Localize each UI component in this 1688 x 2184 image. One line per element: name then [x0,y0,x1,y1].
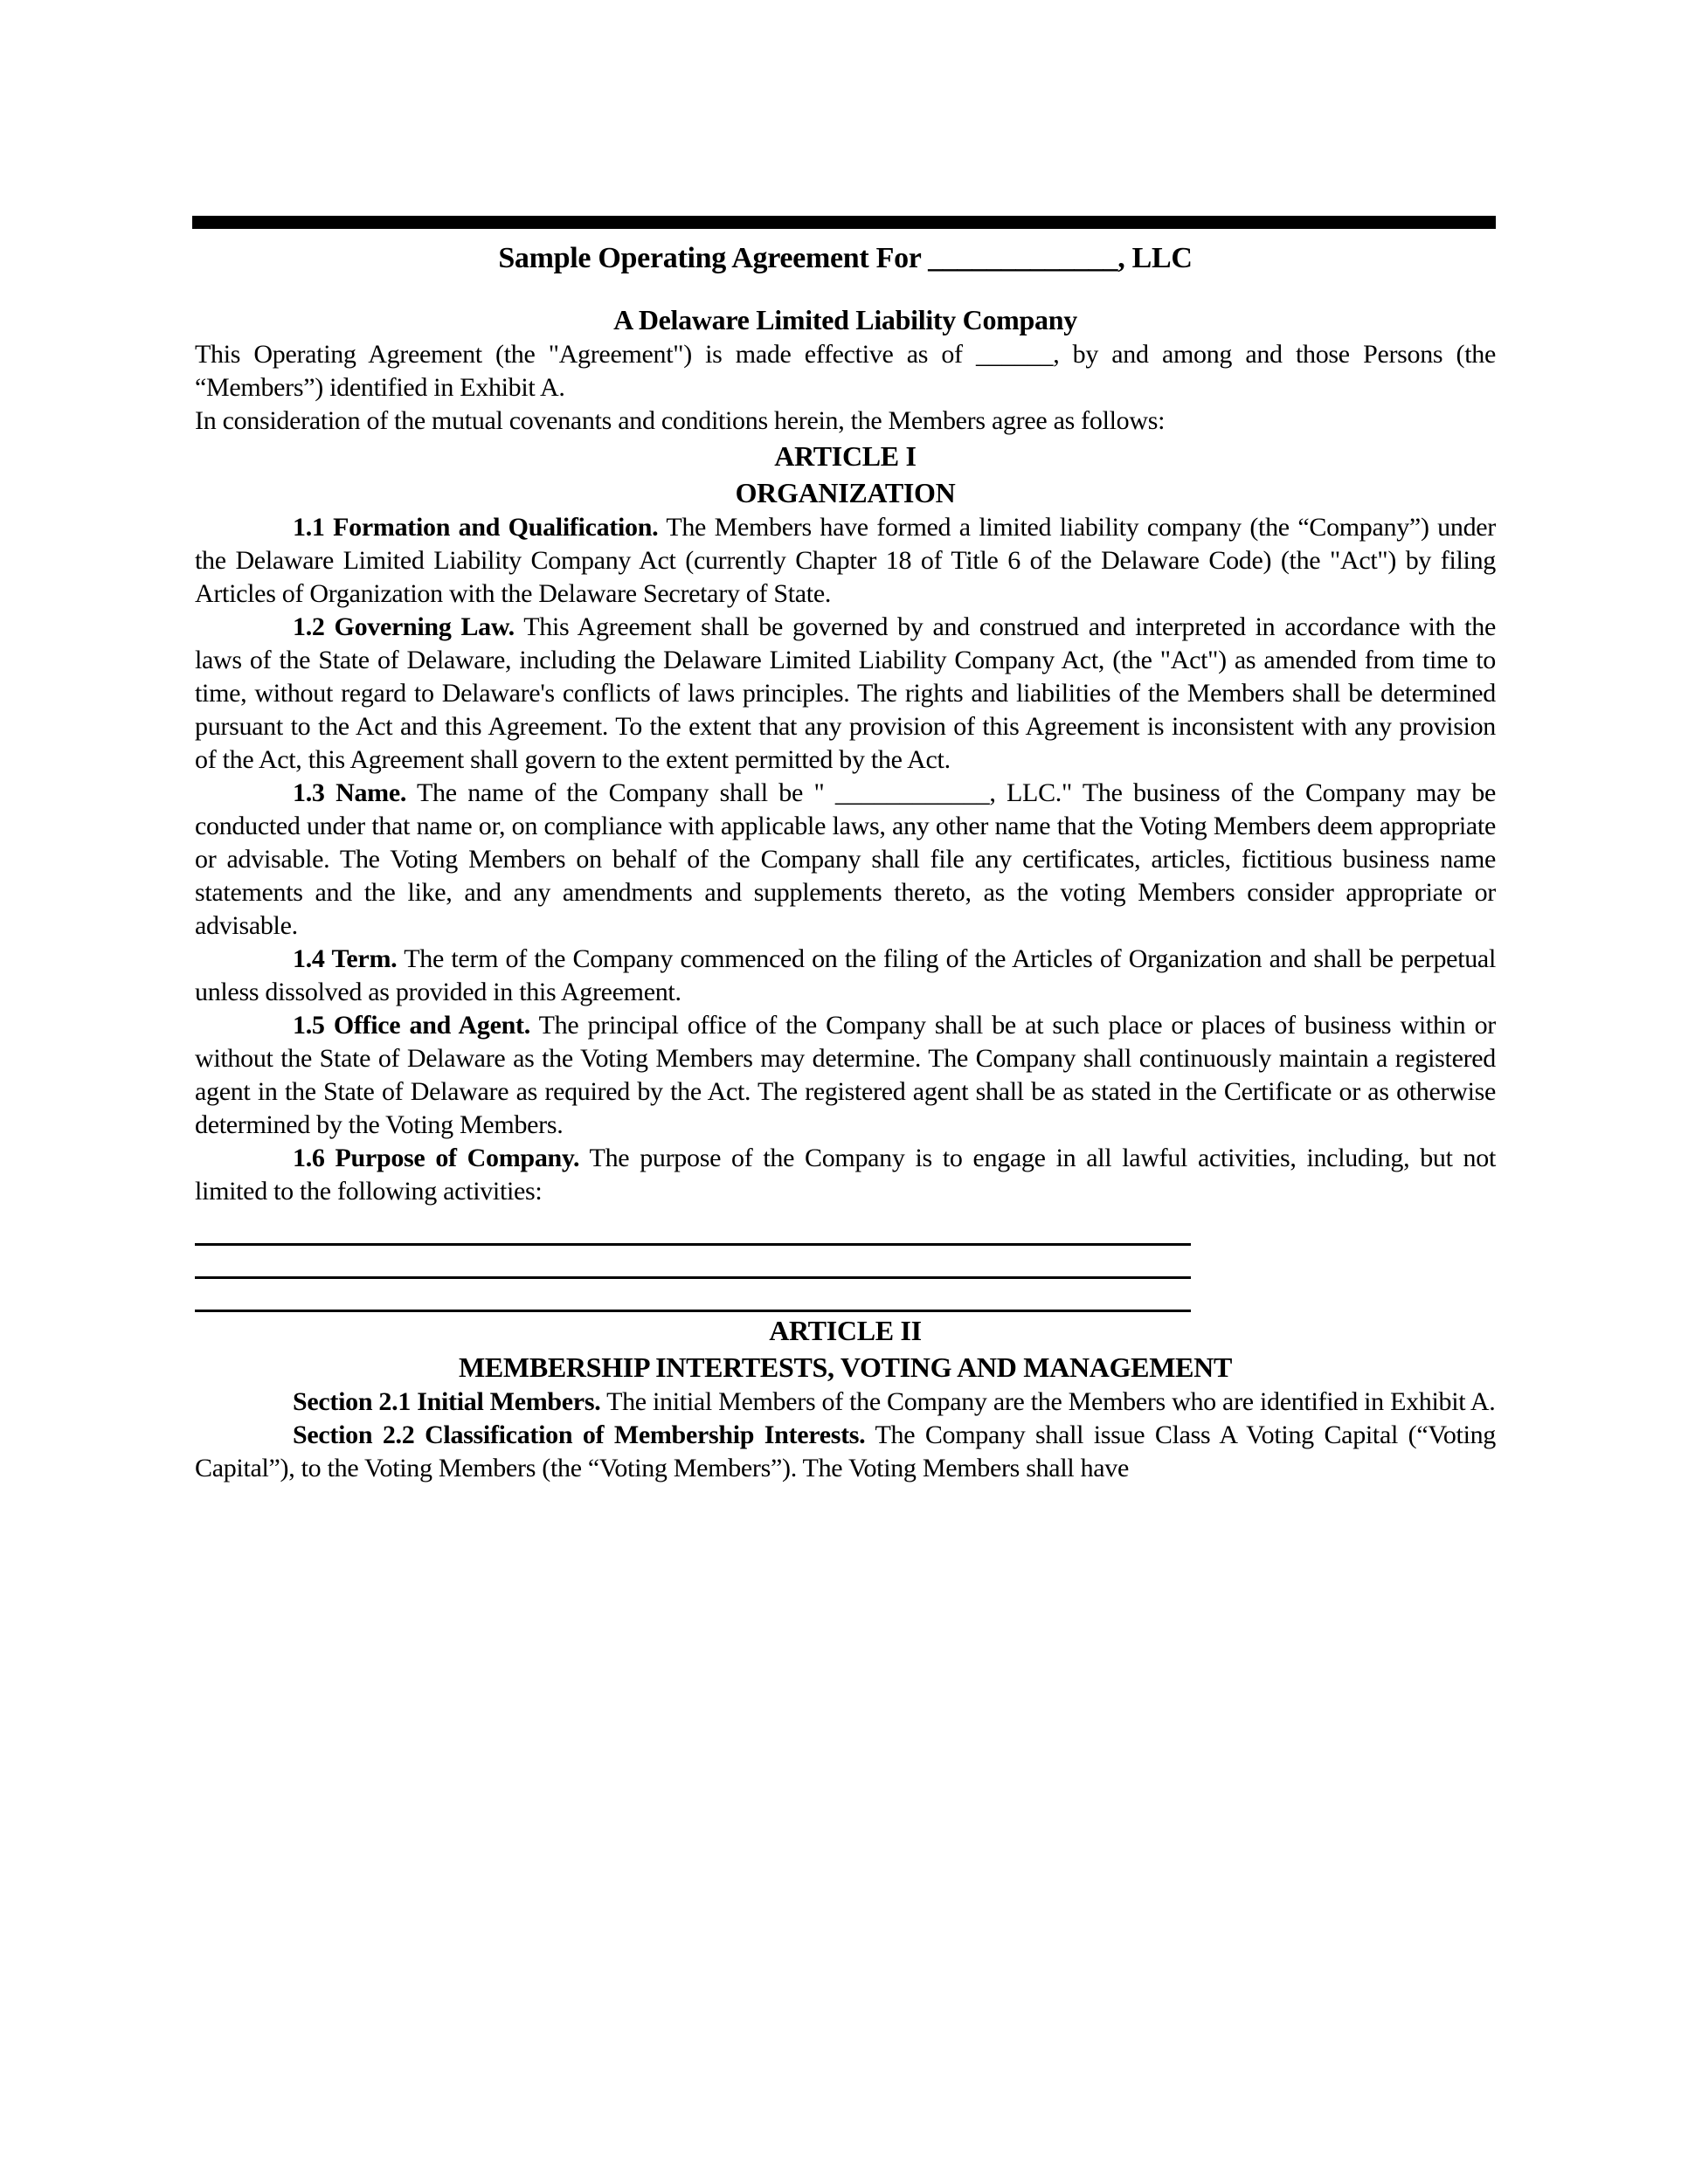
intro-paragraph-1: This Operating Agreement (the "Agreement") is made effective as of ______, by and among and those Persons (the “Members”) identified in Exhibit A. [195,340,1496,402]
section-1-2-lead: 1.2 Governing Law. [293,612,515,641]
section-1-6-body: The purpose of the Company is to engage in all lawful activities, including, but not limited to the following activities: [195,1144,1496,1206]
section-1-2-body: This Agreement shall be governed by and construed and interpreted in accordance with the laws of the State of Delaware, including the Delaware Limited Liability Company Act, (the "Act") as amended from time to time, without regard to Delaware's conflicts of laws principles. The rights and liabilities of the Members shall be determined pursuant to the Act and this Agreement. To the extent that any provision of this Agreement is inconsistent with any provision of the Act, this Agreement shall govern to the extent permitted by the Act. [195,612,1497,774]
section-2-2-paragraph [195,1419,1496,1485]
fill-in-line [195,1213,1191,1246]
section-1-6-lead: 1.6 Purpose of Company. [293,1144,580,1172]
article-2-heading: ARTICLE II [769,1315,922,1346]
fill-in-line [195,1279,1191,1312]
article-2-subheading: MEMBERSHIP INTERTESTS, VOTING AND MANAGEMENT [458,1351,1233,1383]
section-1-1-lead: 1.1 Formation and Qualification. [293,513,659,542]
section-2-1-paragraph [195,1386,1496,1419]
top-rule-bar [192,216,1496,229]
section-2-2-body: The Company shall issue Class A Voting Capital (“Voting Capital”), to the Voting Members (the “Voting Members”). The Voting Members shall have [195,1420,1497,1482]
section-1-6-paragraph [195,1142,1496,1208]
section-1-1-body: The Members have formed a limited liability company (the “Company”) under the Delaware Limited Liability Company Act (currently Chapter 18 of Title 6 of the Delaware Code) (the "Act") by filing Articles of Organization with the Delaware Secretary of State. [195,513,1496,608]
section-1-4-body: The term of the Company commenced on the filing of the Articles of Organization and shall be perpetual unless dissolved as provided in this Agreement. [195,944,1496,1006]
section-1-3-paragraph [195,777,1496,943]
section-1-5-body: The principal office of the Company shall be at such place or places of business within or without the State of Delaware as the Voting Members may determine. The Company shall continuously maintain a registered agent in the State of Delaware as required by the Act. The registered agent shall be as stated in the Certificate or as otherwise determined by the Voting Members. [195,1011,1496,1139]
section-1-5-lead: 1.5 Office and Agent. [293,1011,530,1040]
section-1-3-body: The name of the Company shall be " ____________, LLC." The business of the Company may be conducted under that name or, on compliance with applicable laws, any other name that the Voting Members deem appropriate or advisable. The Voting Members on behalf of the Company shall file any certificates, articles, fictitious business name statements and the like, and any amendments and supplements thereto, as the voting Members consider appropriate or advisable. [195,778,1496,940]
fill-in-line [195,1246,1191,1279]
section-2-2-lead: Section 2.2 Classification of Membership Interests. [293,1420,866,1449]
section-1-4-paragraph [195,943,1496,1009]
section-1-4-lead: 1.4 Term. [293,944,398,973]
section-1-3-lead: 1.3 Name. [293,778,407,807]
section-1-1-paragraph [195,511,1496,611]
section-2-1-body: The initial Members of the Company are the Members who are identified in Exhibit A. [606,1387,1496,1416]
document-subtitle: A Delaware Limited Liability Company [613,304,1077,335]
section-2-1-lead: Section 2.1 Initial Members. [293,1387,601,1416]
section-1-2-paragraph [195,611,1496,777]
article-1-subheading: ORGANIZATION [735,477,956,508]
document-title: Sample Operating Agreement For _____________, LLC [498,242,1193,274]
article-1-heading: ARTICLE I [774,440,917,472]
section-1-5-paragraph [195,1009,1496,1142]
intro-paragraph-2: In consideration of the mutual covenants and conditions herein, the Members agree as follows: [195,406,1166,435]
